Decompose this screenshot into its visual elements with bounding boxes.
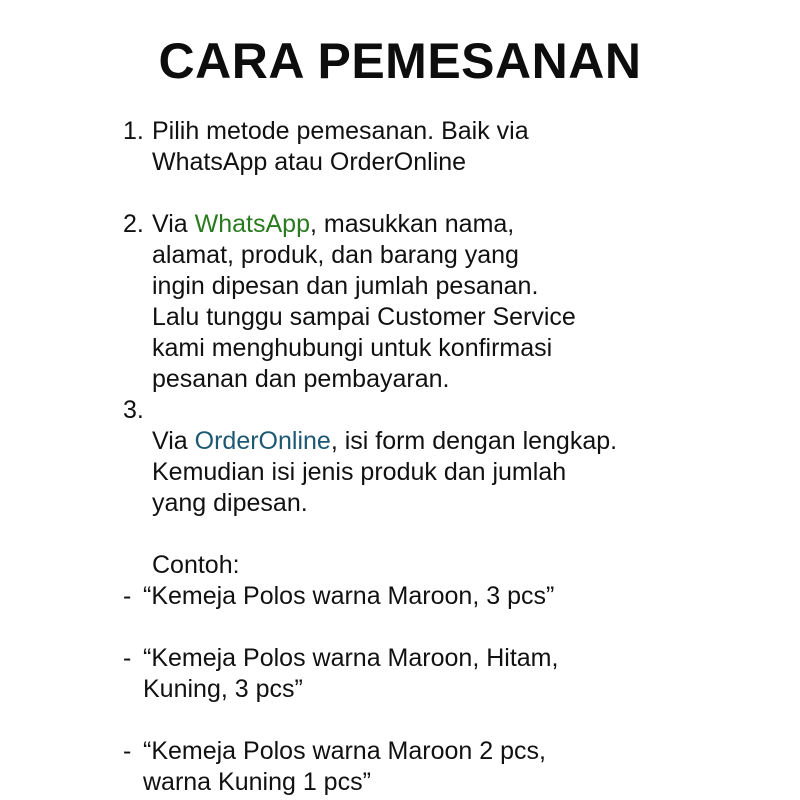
step-3-line-3: yang dipesan. (152, 489, 308, 517)
example-1-dash: - (123, 582, 132, 610)
spacer (152, 612, 783, 643)
step-3-line-1 (152, 426, 783, 457)
step-3-prefix: Via (152, 427, 195, 455)
instructions (123, 116, 783, 798)
orderonline-highlight: OrderOnline (194, 427, 331, 455)
example-3-dash: - (123, 737, 132, 765)
step-2-line-5: kami menghubungi untuk konfirmasi (152, 334, 553, 362)
example-3-line-1: “Kemeja Polos warna Maroon 2 pcs, (143, 737, 546, 765)
step-1-number: 1. (123, 117, 144, 145)
step-2-number: 2. (123, 210, 144, 238)
step-3-line-2: Kemudian isi jenis produk dan jumlah (152, 458, 567, 486)
step-2-line-3: ingin dipesan dan jumlah pesanan. (152, 272, 539, 300)
whatsapp-highlight: WhatsApp (194, 210, 310, 238)
example-3 (123, 736, 783, 798)
example-1 (123, 581, 783, 612)
step-2-line-2: alamat, produk, dan barang yang (152, 241, 519, 269)
step-2-line-6: pesanan dan pembayaran. (152, 365, 450, 393)
example-1-line-1: “Kemeja Polos warna Maroon, 3 pcs” (143, 582, 555, 610)
example-2-line-1: “Kemeja Polos warna Maroon, Hitam, (143, 644, 559, 672)
step-1-line-1: Pilih metode pemesanan. Baik via (152, 117, 529, 145)
spacer (123, 178, 783, 209)
example-3-line-2: warna Kuning 1 pcs” (143, 768, 371, 796)
example-2-line-2: Kuning, 3 pcs” (143, 675, 303, 703)
page-title: CARA PEMESANAN (158, 33, 642, 89)
step-3 (123, 395, 783, 581)
example-2-dash: - (123, 644, 132, 672)
step-2-line-1 (152, 209, 783, 240)
step-2-suffix: , masukkan nama, (309, 210, 515, 238)
step-2 (123, 209, 783, 395)
step-3-suffix: , isi form dengan lengkap. (330, 427, 618, 455)
example-2 (123, 643, 783, 705)
step-2-prefix: Via (152, 210, 195, 238)
examples-list (123, 581, 783, 798)
examples-label: Contoh: (152, 551, 240, 579)
spacer (152, 705, 783, 736)
step-2-line-4: Lalu tunggu sampai Customer Service (152, 303, 576, 331)
spacer (152, 519, 783, 550)
step-1-line-2: WhatsApp atau OrderOnline (152, 148, 467, 176)
step-1 (123, 116, 783, 178)
step-3-number: 3. (123, 396, 144, 424)
